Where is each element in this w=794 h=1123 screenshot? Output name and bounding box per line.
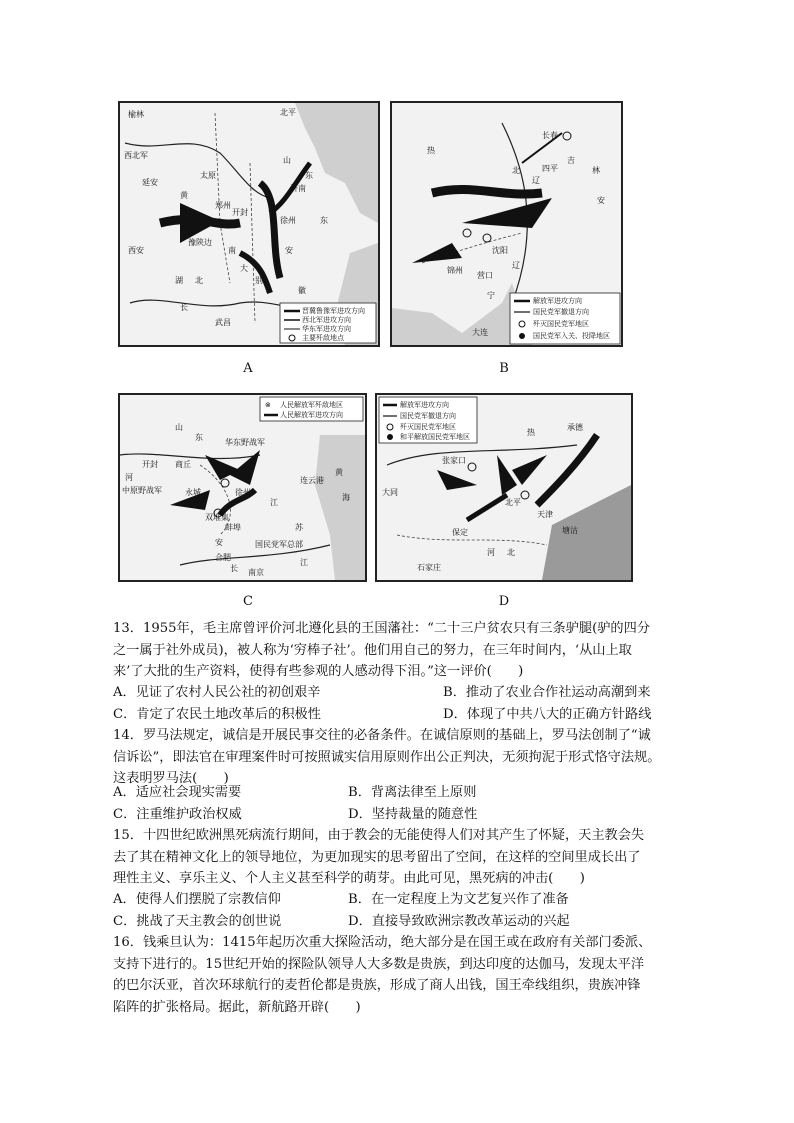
map-c-place: 连云港 <box>300 476 324 485</box>
map-a-place: 开封 <box>232 208 248 217</box>
map-a-place: 太原 <box>200 171 216 180</box>
question-13 <box>113 618 693 683</box>
map-a-place: 武昌 <box>215 318 231 327</box>
map-c-place: 安 <box>215 538 223 547</box>
map-c-place: 海 <box>342 493 350 502</box>
question-14-options <box>113 782 693 826</box>
map-b-figure <box>392 103 621 345</box>
map-c-place: 中原野战军 <box>122 486 162 495</box>
map-a-figure <box>120 103 378 345</box>
question-14-line: 这表明罗马法( ) <box>113 771 229 786</box>
map-a-place: 北 <box>195 276 203 285</box>
map-b-place: 林 <box>592 166 600 175</box>
map-d-place: 承德 <box>567 423 583 432</box>
map-c-place: 国民党军总部 <box>255 540 303 549</box>
map-b-place: 营口 <box>477 271 493 280</box>
map-c-place: 河 <box>125 473 133 482</box>
option-b[interactable]: B．背离法律至上原则 <box>348 785 477 800</box>
map-a-place: 济南 <box>290 184 306 193</box>
map-c-place: 华东野战军 <box>225 438 265 447</box>
map-a-place: 黄 <box>180 191 188 200</box>
question-13-options <box>113 682 693 726</box>
map-c-place: 开封 <box>142 460 158 469</box>
map-b <box>390 101 623 347</box>
map-a-place: 大 <box>240 264 248 273</box>
map-a-place: 别 <box>255 276 263 285</box>
map-c-place: 黄 <box>335 468 343 477</box>
map-c-place: 徐州 <box>235 488 251 497</box>
map-d-legend-1: 国民党军撤退方向 <box>400 412 456 420</box>
map-a-legend-2: 华东军进攻方向 <box>302 325 351 333</box>
map-b-place: 热 <box>427 146 435 155</box>
question-16-line: 的巴尔沃亚，首次环球航行的麦哲伦都是贵族，形成了商人出钱，国王牵线组织，贵族冲锋 <box>113 978 641 993</box>
map-c-place: 蚌埠 <box>225 523 241 532</box>
map-a-place: 郑州 <box>215 201 231 210</box>
map-a-place: 东 <box>305 171 313 180</box>
option-c[interactable]: C．注重维护政治权威 <box>113 806 242 822</box>
map-d-place: 天津 <box>537 510 553 519</box>
question-15-line: 15．十四世纪欧洲黑死病流行期间，由于教会的无能使得人们对其产生了怀疑，天主教会失 <box>113 828 645 843</box>
map-a-place: 长 <box>180 303 188 312</box>
map-b-place: 吉 <box>567 156 575 165</box>
map-a-place: 北平 <box>280 108 296 117</box>
map-a-place: 豫陕边 <box>188 238 212 247</box>
map-b-place: 大连 <box>472 328 488 337</box>
question-13-line: 13．1955年，毛主席曾评价河北遵化县的王国藩社：“二十三户贫农只有三条驴腿(驴的四分 <box>113 621 650 636</box>
map-d-legend-3: 和平解放国民党军地区 <box>400 433 470 441</box>
map-c-place: 山 <box>175 423 183 432</box>
question-13-line: 来’了大批的生产资料，使得有些参观的人感动得下泪。”这一评价( ) <box>113 664 524 679</box>
question-15-line: 去了其在精神文化上的领导地位，为更加现实的思考留出了空间，在这样的空间里成长出了 <box>113 849 641 865</box>
map-c-figure <box>120 395 365 580</box>
map-d-place: 北 <box>507 548 515 557</box>
map-a-place: 徐州 <box>280 216 296 225</box>
map-d-legend-0: 解放军进攻方向 <box>400 401 449 409</box>
map-a-place: 徽 <box>298 286 306 295</box>
question-15-options <box>113 889 693 933</box>
map-d-place: 大同 <box>382 488 398 497</box>
option-c[interactable]: C．肯定了农民土地改革后的积极性 <box>113 706 321 722</box>
option-a[interactable]: A．适应社会现实需要 <box>113 785 242 800</box>
map-d-place: 保定 <box>452 528 468 537</box>
map-a-caption: A <box>243 361 253 376</box>
svg-text:⊗: ⊗ <box>265 401 271 409</box>
map-d-legend-2: 歼灭国民党军地区 <box>400 423 456 431</box>
map-b-place: 沈阳 <box>492 246 508 255</box>
map-b-place: 安 <box>597 196 605 205</box>
map-a <box>118 101 380 347</box>
question-14-line: 14．罗马法规定，诚信是开展民事交往的必备条件。在诚信原则的基础上，罗马法创制了“诚 <box>113 728 651 743</box>
map-c-place: 江 <box>270 498 278 507</box>
map-b-place: 河 <box>437 251 445 260</box>
map-a-place: 山 <box>283 156 291 165</box>
map-c-place: 永城 <box>185 488 201 497</box>
map-a-legend-1: 西北军进攻方向 <box>302 316 351 324</box>
map-a-place: 南 <box>228 246 236 255</box>
map-c-place: 南京 <box>248 568 264 577</box>
map-a-place: 东 <box>320 216 328 225</box>
map-c-place: 长 <box>230 564 238 573</box>
question-15-line: 理性主义、享乐主义、个人主义甚至科学的萌芽。由此可见，黑死病的冲击( ) <box>113 871 585 886</box>
map-a-place: 河 <box>180 206 188 215</box>
map-b-place: 宁 <box>487 291 495 300</box>
map-d-place: 河 <box>487 548 495 557</box>
map-b-place: 锦州 <box>447 266 463 275</box>
map-c-legend-0: 人民解放军歼敌地区 <box>280 401 343 409</box>
map-d-place: 北平 <box>505 498 521 507</box>
question-14-line: 信诉讼”，即法官在审理案件时可按照诚实信用原则作出公正判决，无须拘泥于形式恪守法规。 <box>113 749 661 765</box>
map-d-figure <box>377 395 631 580</box>
question-14 <box>113 725 693 790</box>
map-c-place: 双堆集 <box>205 513 229 522</box>
question-16-line: 16．钱乘旦认为：1415年起历次重大探险活动，绝大部分是在国王或在政府有关部门委派、 <box>113 935 652 950</box>
map-b-place: 长春 <box>542 131 558 140</box>
map-b-place: 四平 <box>542 164 558 173</box>
map-d-place: 热 <box>527 428 535 437</box>
map-b-legend-3: 国民党军入关、投降地区 <box>533 332 610 340</box>
map-d <box>375 393 633 582</box>
map-b-place: 北 <box>512 166 520 175</box>
map-c-place: 江 <box>300 558 308 567</box>
map-a-place: 延安 <box>142 178 158 187</box>
map-a-place: 湖 <box>175 276 183 285</box>
option-b[interactable]: B．推动了农业合作社运动高潮到来 <box>443 685 651 700</box>
question-16-line: 陷阵的扩张格局。据此，新航路开辟( ) <box>113 999 361 1015</box>
question-15 <box>113 825 693 890</box>
map-c-place: 东 <box>195 433 203 442</box>
map-c-legend-1: 人民解放军进攻方向 <box>280 411 343 419</box>
option-b[interactable]: B．在一定程度上为文艺复兴作了准备 <box>348 892 569 907</box>
map-a-legend-0: 晋冀鲁豫军进攻方向 <box>302 307 365 315</box>
map-a-place: 西北军 <box>124 151 148 160</box>
map-d-caption: D <box>498 594 510 609</box>
option-a[interactable]: A．见证了农村人民公社的初创艰辛 <box>113 685 321 700</box>
map-c-place: 商丘 <box>175 460 191 469</box>
map-d-place: 张家口 <box>442 456 466 465</box>
question-13-line: 之一属于社外成员)，被人称为‘穷棒子社’。他们用自己的努力，在三年时间内，‘从山上取 <box>113 642 632 658</box>
option-d[interactable]: D．坚持裁量的随意性 <box>348 806 478 822</box>
map-b-place: 辽 <box>532 176 540 185</box>
map-c-place: 合肥 <box>215 553 231 562</box>
option-d[interactable]: D．直接导致欧洲宗教改革运动的兴起 <box>348 913 570 929</box>
map-b-place: 辽 <box>512 261 520 270</box>
map-b-legend-2: 歼灭国民党军地区 <box>533 320 589 328</box>
map-c-place: 苏 <box>295 523 303 532</box>
map-a-legend-3: 主要歼敌地点 <box>302 334 344 342</box>
option-d[interactable]: D．体现了中共八大的正确方针路线 <box>443 706 652 722</box>
option-a[interactable]: A．使得人们摆脱了宗教信仰 <box>113 892 281 907</box>
question-16 <box>113 932 693 1018</box>
map-d-place: 塘沽 <box>562 526 578 535</box>
question-16-line: 支持下进行的。15世纪开始的探险队领导人大多数是贵族，到达印度的达伽马，发现太平洋 <box>113 956 645 972</box>
map-c-caption: C <box>243 594 253 609</box>
map-b-caption: B <box>499 361 509 376</box>
map-c <box>118 393 367 582</box>
map-a-place: 西安 <box>128 246 144 255</box>
map-a-place: 安 <box>285 246 293 255</box>
option-c[interactable]: C．挑战了天主教会的创世说 <box>113 913 282 929</box>
map-a-place: 榆林 <box>128 110 144 119</box>
map-d-place: 石家庄 <box>417 563 441 572</box>
map-b-legend-1: 国民党军撤退方向 <box>533 308 589 316</box>
map-b-legend-0: 解放军进攻方向 <box>533 297 582 305</box>
